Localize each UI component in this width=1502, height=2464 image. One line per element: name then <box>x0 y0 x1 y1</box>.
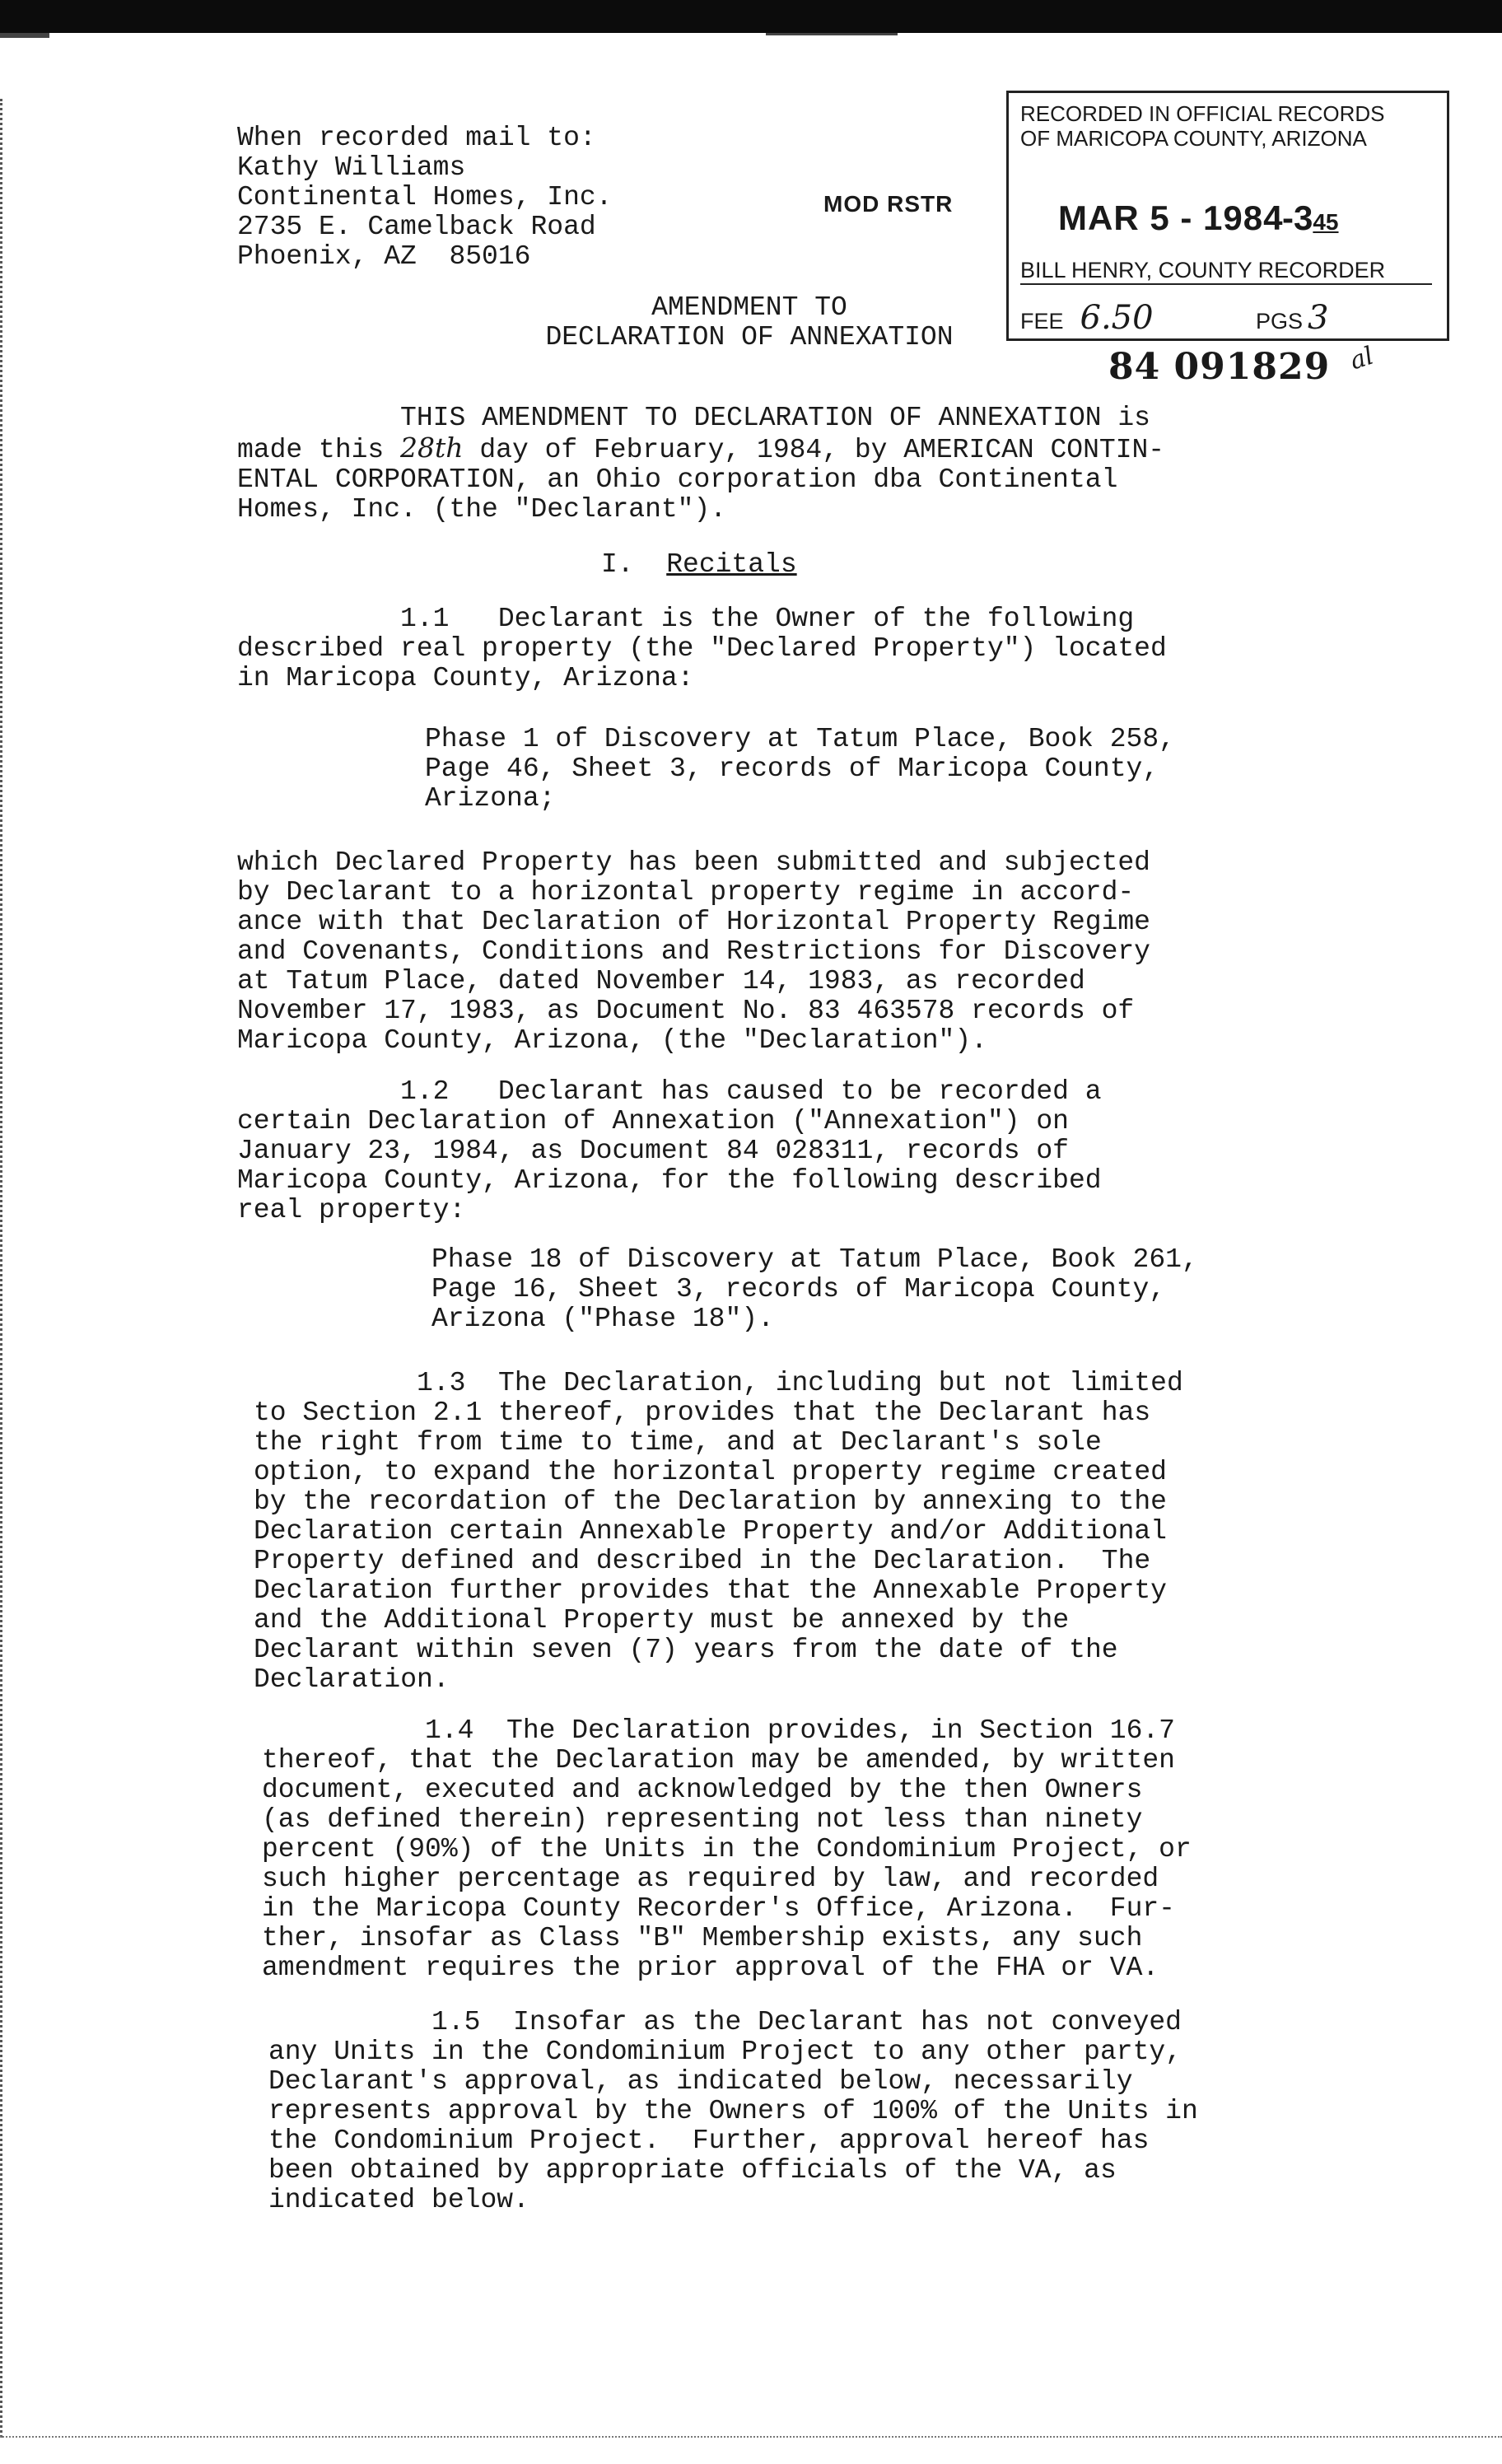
text-line: been obtained by appropriate officials of the VA, as <box>268 2155 1117 2186</box>
stamp-line-1: RECORDED IN OFFICIAL RECORDS <box>1020 101 1385 126</box>
paragraph-1-5 <box>268 2008 1322 2215</box>
paragraph-1-4 <box>262 1716 1316 1983</box>
text-line: Arizona ("Phase 18"). <box>431 1304 774 1334</box>
intro-line: THIS AMENDMENT TO DECLARATION OF ANNEXATION is <box>237 403 1150 433</box>
intro-line: Homes, Inc. (the "Declarant"). <box>237 494 727 525</box>
text-line: to Section 2.1 thereof, provides that the Declarant has <box>254 1398 1151 1428</box>
scan-artifact <box>766 33 898 35</box>
paragraph-1-2-property <box>431 1245 1296 1334</box>
text-line: such higher percentage as required by law, and recorded <box>262 1864 1159 1894</box>
text-line: percent (90%) of the Units in the Condominium Project, or <box>262 1834 1192 1864</box>
text-line: ther, insofar as Class "B" Membership exists, any such <box>262 1923 1143 1953</box>
mail-to-name: Kathy Williams <box>237 152 466 183</box>
paragraph-1-1-continued <box>237 848 1291 1056</box>
stamp-time-hour: -3 <box>1282 198 1313 237</box>
text-line: thereof, that the Declaration may be amended, by written <box>262 1745 1175 1776</box>
mail-to-block <box>237 124 612 272</box>
mail-to-city: Phoenix, AZ 85016 <box>237 241 531 272</box>
stamp-fee <box>1020 299 1154 337</box>
stamp-fee-label: FEE <box>1020 309 1064 334</box>
scan-bottom-edge <box>0 2436 1502 2438</box>
scan-artifact <box>0 33 49 38</box>
paragraph-1-3 <box>254 1369 1308 1695</box>
scan-left-edge <box>0 99 14 2438</box>
text-line: by Declarant to a horizontal property regime in accord- <box>237 877 1135 908</box>
text-line: November 17, 1983, as Document No. 83 463578 records of <box>237 996 1135 1026</box>
title-line-2: DECLARATION OF ANNEXATION <box>545 322 954 352</box>
text-line: 1.1 Declarant is the Owner of the following <box>237 604 1135 634</box>
text-line: indicated below. <box>268 2185 529 2215</box>
text-line: in Maricopa County, Arizona: <box>237 663 694 693</box>
recording-stamp <box>1006 91 1449 341</box>
text-line: amendment requires the prior approval of the FHA or VA. <box>262 1953 1159 1983</box>
text-line: 1.5 Insofar as the Declarant has not conveyed <box>268 2007 1182 2037</box>
text-line: option, to expand the horizontal property regime created <box>254 1457 1167 1487</box>
text-line: 1.2 Declarant has caused to be recorded a <box>237 1076 1102 1107</box>
text-line: Maricopa County, Arizona, (the "Declaration"). <box>237 1025 987 1056</box>
text-line: Property defined and described in the Declaration. The <box>254 1546 1151 1576</box>
mail-to-label: When recorded mail to: <box>237 123 596 153</box>
document-number: 84 091829 <box>1108 346 1331 388</box>
text-line: in the Maricopa County Recorder's Office, Arizona. Fur- <box>262 1893 1175 1924</box>
section-number: I. <box>601 549 634 580</box>
document-title <box>494 293 1005 352</box>
text-line: Phase 1 of Discovery at Tatum Place, Book 258, <box>425 724 1175 754</box>
text-line: Page 16, Sheet 3, records of Maricopa County, <box>431 1274 1166 1304</box>
section-heading <box>601 550 797 580</box>
text-line: the right from time to time, and at Declarant's sole <box>254 1427 1102 1458</box>
stamp-recorder: BILL HENRY, COUNTY RECORDER <box>1020 258 1432 285</box>
text-line: 1.3 The Declaration, including but not limited <box>254 1368 1183 1398</box>
text-line: Declaration certain Annexable Property and/or Additional <box>254 1516 1167 1547</box>
text-line: real property: <box>237 1195 466 1225</box>
text-line: Page 46, Sheet 3, records of Maricopa County, <box>425 754 1159 784</box>
section-title: Recitals <box>666 549 797 580</box>
stamp-fee-value: 6.50 <box>1080 299 1154 337</box>
paragraph-1-1-property <box>425 725 1290 814</box>
scan-top-edge <box>0 0 1502 33</box>
text-line: any Units in the Condominium Project to any other party, <box>268 2037 1182 2067</box>
mail-to-street: 2735 E. Camelback Road <box>237 212 596 242</box>
text-line: Phase 18 of Discovery at Tatum Place, Book 261, <box>431 1244 1198 1275</box>
text-line: the Condominium Project. Further, approval hereof has <box>268 2126 1150 2156</box>
stamp-pgs-label: PGS <box>1256 309 1304 334</box>
stamp-pages <box>1256 299 1328 337</box>
text-line: Declarant within seven (7) years from the date of the <box>254 1635 1118 1665</box>
intro-line: ENTAL CORPORATION, an Ohio corporation dba Continental <box>237 464 1118 495</box>
text-line: Maricopa County, Arizona, for the following described <box>237 1165 1102 1196</box>
text-line: and the Additional Property must be annexed by the <box>254 1605 1070 1636</box>
stamp-time-minute: 45 <box>1313 209 1339 235</box>
intro-paragraph <box>237 404 1291 525</box>
title-line-1: AMENDMENT TO <box>651 292 847 323</box>
text-line: (as defined therein) representing not less than ninety <box>262 1804 1143 1835</box>
intro-line-start: made this <box>237 435 401 465</box>
text-line: and Covenants, Conditions and Restrictions for Discovery <box>237 936 1150 967</box>
text-line: certain Declaration of Annexation ("Annexation") on <box>237 1106 1069 1136</box>
text-line: Declarant's approval, as indicated below, necessarily <box>268 2066 1133 2097</box>
intro-line <box>237 433 1291 465</box>
stamp-line-2: OF MARICOPA COUNTY, ARIZONA <box>1020 126 1367 151</box>
text-line: Arizona; <box>425 783 556 814</box>
handwritten-day: 28th <box>400 432 464 464</box>
stamp-heading <box>1020 101 1385 151</box>
text-line: described real property (the "Declared Property") located <box>237 633 1167 664</box>
mail-to-company: Continental Homes, Inc. <box>237 182 613 212</box>
text-line: at Tatum Place, dated November 14, 1983, as recorded <box>237 966 1085 996</box>
handwritten-initials: al <box>1346 341 1378 376</box>
text-line: ance with that Declaration of Horizontal Property Regime <box>237 907 1150 937</box>
paragraph-1-1 <box>237 604 1291 693</box>
text-line: represents approval by the Owners of 100% of the Units in <box>268 2096 1198 2126</box>
stamp-pgs-value: 3 <box>1308 299 1329 337</box>
text-line: which Declared Property has been submitted and subjected <box>237 847 1150 878</box>
text-line: document, executed and acknowledged by the then Owners <box>262 1775 1143 1805</box>
stamp-date: MAR 5 - 1984 <box>1058 198 1284 237</box>
intro-line-rest: day of February, 1984, by AMERICAN CONTIN- <box>463 435 1165 465</box>
text-line: 1.4 The Declaration provides, in Section 16.7 <box>262 1715 1175 1746</box>
text-line: January 23, 1984, as Document 84 028311, records of <box>237 1136 1069 1166</box>
text-line: Declaration further provides that the Annexable Property <box>254 1575 1167 1606</box>
text-line: by the recordation of the Declaration by annexing to the <box>254 1486 1167 1517</box>
paragraph-1-2 <box>237 1077 1291 1225</box>
mod-rstr-stamp: MOD RSTR <box>823 191 954 217</box>
text-line: Declaration. <box>254 1664 450 1695</box>
stamp-time <box>1282 198 1339 238</box>
